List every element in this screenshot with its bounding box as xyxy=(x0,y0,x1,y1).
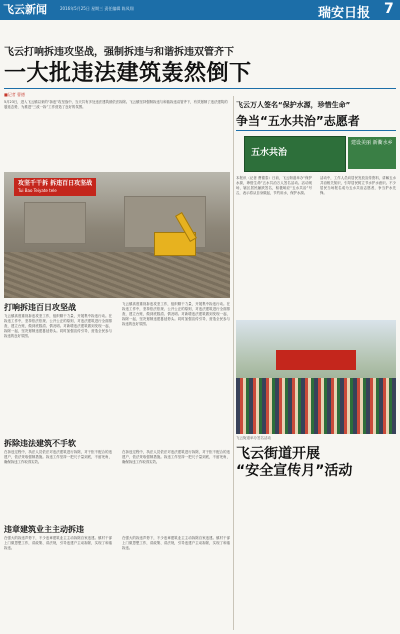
page-number: 7 xyxy=(384,1,394,17)
date-line: 2016年5月25日 星期三 责任编辑 陈凤翔 xyxy=(60,6,134,11)
subhead-2: 拆除违法建筑不手软 xyxy=(4,439,76,448)
subhead-3: 违章建筑业主主动拆违 xyxy=(4,525,84,534)
right-story-title: 飞云万人签名“保护水源，珍惜生命” xyxy=(236,101,351,109)
masthead xyxy=(0,0,400,20)
rubble-shape xyxy=(4,252,230,298)
safety-headline-line2: “安全宣传月”活动 xyxy=(236,463,353,479)
safety-headline-line1: 飞云街道开展 xyxy=(236,446,320,462)
column-text-3: 在强大的拆违声势下，不少违章建筑业主主动拆除自家违建。镇村干部上门做思想工作，讲政策、讲法规，引导违建户主动拆除，实现了和谐拆违。 xyxy=(4,536,112,550)
five-water-banner xyxy=(244,136,346,172)
main-headline: 一大批违法建筑轰然倒下 xyxy=(4,61,252,86)
story-kicker: 飞云打响拆违攻坚战，强制拆违与和谐拆违双管齐下 xyxy=(4,47,234,58)
newspaper-logo: 瑞安日报 xyxy=(318,6,371,21)
banner-side-text: 建设美丽 新衢水乡 xyxy=(348,137,396,169)
demolition-photo xyxy=(4,172,230,298)
headline-divider xyxy=(4,88,396,89)
column-rule xyxy=(233,96,234,630)
right-headline-rule xyxy=(236,130,396,131)
signing-event-photo xyxy=(236,320,396,434)
subhead-1: 打响拆违百日攻坚战 xyxy=(4,303,76,312)
section-title: 飞云新闻 xyxy=(3,3,47,16)
photo-caption: 飞云街道举办签名活动 xyxy=(236,436,271,440)
photo-tag-en: Tui Bao Teiyate tele xyxy=(18,188,57,193)
photo-tag xyxy=(14,178,96,196)
byline: ■记者 曹德 xyxy=(4,92,26,97)
column-text-2: 在拆违过程中，执法人员依法对违法建筑进行拆除，对于拒不配合的违建户，依法采取强制措施。拆违工作坚持一把尺子量到底，不留死角，确保拆违工作取得实效。 xyxy=(4,450,112,464)
right-column-text-a: 本报讯（记者 曹德泰）日前，飞云街道举办“保护水源，珍惜生命”五水共治万人签名活动。活动现场，辖区居民踊跃签名，积极响应“五水共治”号召，表示将从自身做起，节约用水，保护水源。 xyxy=(236,176,312,195)
crowd-shape xyxy=(236,378,396,434)
building-shape xyxy=(24,202,86,244)
column-text-3b: 在强大的拆违声势下，不少违章建筑业主主动拆除自家违建。镇村干部上门做思想工作，讲政策、讲法规，引导违建户主动拆除，实现了和谐拆违。 xyxy=(122,536,230,550)
column-text-1b: 飞云镇高度重视拆违攻坚工作，组织精干力量，开展集中拆违行动。在拆违工作中，坚持依法依规、公开公正的原则，对违法建筑进行全面排查，建立台账，做到底数清、情况明。对新增违法建筑做到发现一起、拆除一起，坚决遏制违建蔓延势头。同时加强宣传引导，营造全民参与拆违的良好氛围。 xyxy=(122,302,230,326)
right-story-headline: 争当“五水共治”志愿者 xyxy=(236,114,360,128)
right-column-text-b: 活动中，工作人员向居民发放宣传资料，讲解五水共治相关知识，引导居民树立节水护水意识。不少居民当场报名成为五水共治志愿者，争当护水先锋。 xyxy=(320,176,396,195)
photo-tag-text: 攻坚千干拆 拆违百日攻坚战 xyxy=(18,180,93,187)
column-text-1: 飞云镇高度重视拆违攻坚工作，组织精干力量，开展集中拆违行动。在拆违工作中，坚持依法依规、公开公正的原则，对违法建筑进行全面排查，建立台账，做到底数清、情况明。对新增违法建筑做到发现一起、拆除一起，坚决遏制违建蔓延势头。同时加强宣传引导，营造全民参与拆违的良好氛围。 xyxy=(4,314,112,338)
safety-month-headline xyxy=(236,446,352,480)
column-text-2b: 在拆违过程中，执法人员依法对违法建筑进行拆除，对于拒不配合的违建户，依法采取强制措施。拆违工作坚持一把尺子量到底，不留死角，确保拆违工作取得实效。 xyxy=(122,450,230,464)
event-sign-shape xyxy=(276,350,356,370)
banner-text: 五水共治 xyxy=(251,148,288,158)
lead-paragraph: 5月23日，进入飞云镇以来的“拆违”攻坚战中，当天共有多处违法建筑被依法拆除。飞云镇坚持强制拆违与和谐拆违双管齐下，有效遏制了违法建筑的蔓延态势，为推进“三改一拆”工作营造了良好的氛围。 xyxy=(4,100,228,109)
